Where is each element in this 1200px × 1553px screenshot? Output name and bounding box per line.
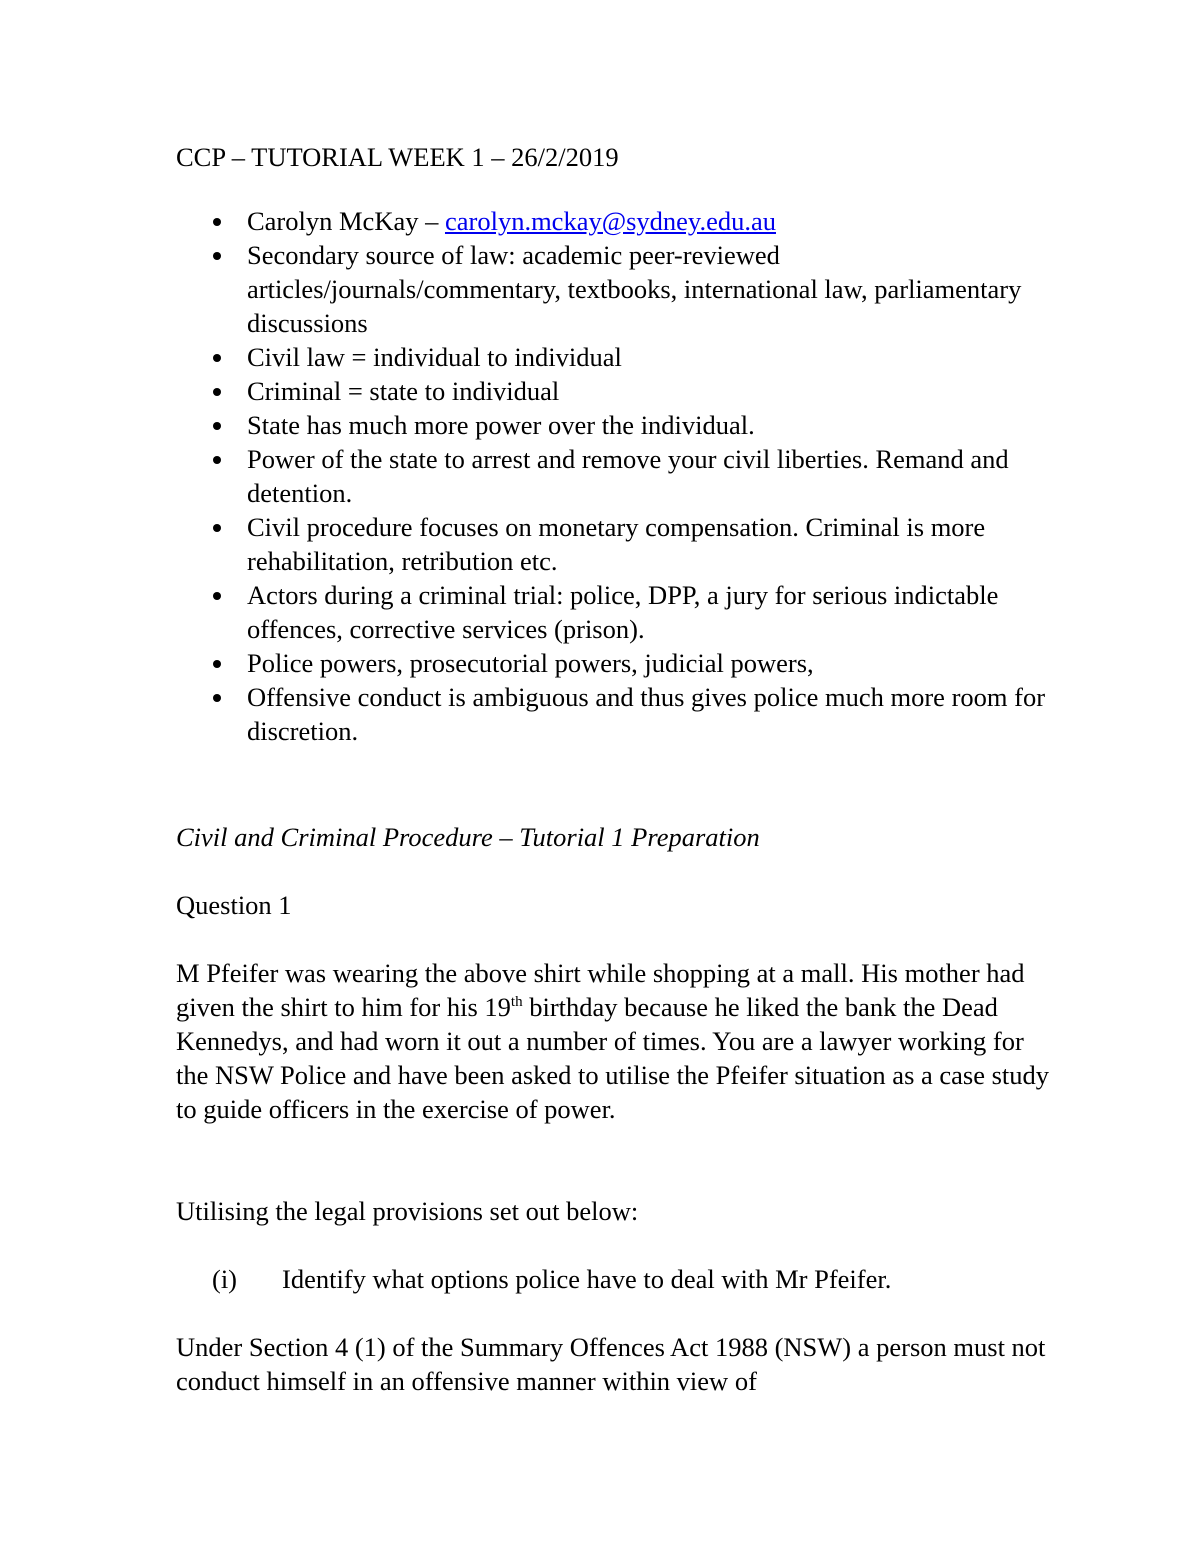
bullet-icon <box>213 422 221 430</box>
list-item-text: Civil procedure focuses on monetary compensation. Criminal is more rehabilitation, retribution etc. <box>247 512 986 576</box>
bullet-icon <box>213 456 221 464</box>
email-link[interactable]: carolyn.mckay@sydney.edu.au <box>444 206 776 236</box>
bullet-icon <box>213 524 221 532</box>
list-item <box>176 680 1056 748</box>
task-item <box>212 1262 1052 1296</box>
task-marker: (i) <box>212 1264 238 1294</box>
bullet-icon <box>213 354 221 362</box>
list-item-text: Secondary source of law: academic peer-reviewed articles/journals/commentary, textbooks, international law, parliamentary discussions <box>247 240 1022 338</box>
list-item <box>176 510 1056 578</box>
scenario-text-start: M Pfeifer was wearing the above shirt while shopping at a mall. His mother had given the shirt to him for his 19 <box>176 958 1025 1022</box>
instruction-paragraph: Utilising the legal provisions set out below: <box>176 1196 639 1226</box>
list-item <box>176 374 1056 408</box>
task-text: Identify what options police have to deal with Mr Pfeifer. <box>282 1264 892 1294</box>
list-item <box>176 442 1056 510</box>
scenario-text-end: birthday because he liked the bank the Dead Kennedys, and had worn it out a number of times. You are a lawyer working for the NSW Police and have been asked to utilise the Pfeifer situation as a case study to guide officers in the exercise of power. <box>176 992 1050 1124</box>
list-item <box>176 408 1056 442</box>
list-item-text: Police powers, prosecutorial powers, judicial powers, <box>247 648 814 678</box>
question-label: Question 1 <box>176 890 292 920</box>
list-item <box>176 204 1056 238</box>
list-item-text: State has much more power over the individual. <box>247 410 755 440</box>
bullet-icon <box>213 218 221 226</box>
list-item <box>176 646 1056 680</box>
list-item-text: Criminal = state to individual <box>247 376 560 406</box>
list-item <box>176 238 1056 340</box>
list-item <box>176 578 1056 646</box>
bullet-icon <box>213 660 221 668</box>
ordinal-suffix: th <box>510 994 523 1010</box>
bullet-icon <box>213 694 221 702</box>
legislation-paragraph: Under Section 4 (1) of the Summary Offences Act 1988 (NSW) a person must not conduct himself in an offensive manner within view of <box>176 1332 1046 1396</box>
list-item-text: Civil law = individual to individual <box>247 342 622 372</box>
scenario-paragraph <box>176 956 1056 1126</box>
bullet-icon <box>213 252 221 260</box>
list-item-text: Offensive conduct is ambiguous and thus gives police much more room for discretion. <box>247 682 1046 746</box>
page-title: CCP – TUTORIAL WEEK 1 – 26/2/2019 <box>176 142 619 172</box>
preparation-heading: Civil and Criminal Procedure – Tutorial 1 Preparation <box>176 822 760 852</box>
document-page <box>176 140 1056 1396</box>
list-item-text: Power of the state to arrest and remove your civil liberties. Remand and detention. <box>247 444 1009 508</box>
list-item-text: Actors during a criminal trial: police, DPP, a jury for serious indictable offences, corrective services (prison). <box>247 580 999 644</box>
contact-name: Carolyn McKay – <box>247 206 445 236</box>
list-item <box>176 340 1056 374</box>
bullet-icon <box>213 388 221 396</box>
notes-bullet-list <box>176 204 1056 748</box>
bullet-icon <box>213 592 221 600</box>
